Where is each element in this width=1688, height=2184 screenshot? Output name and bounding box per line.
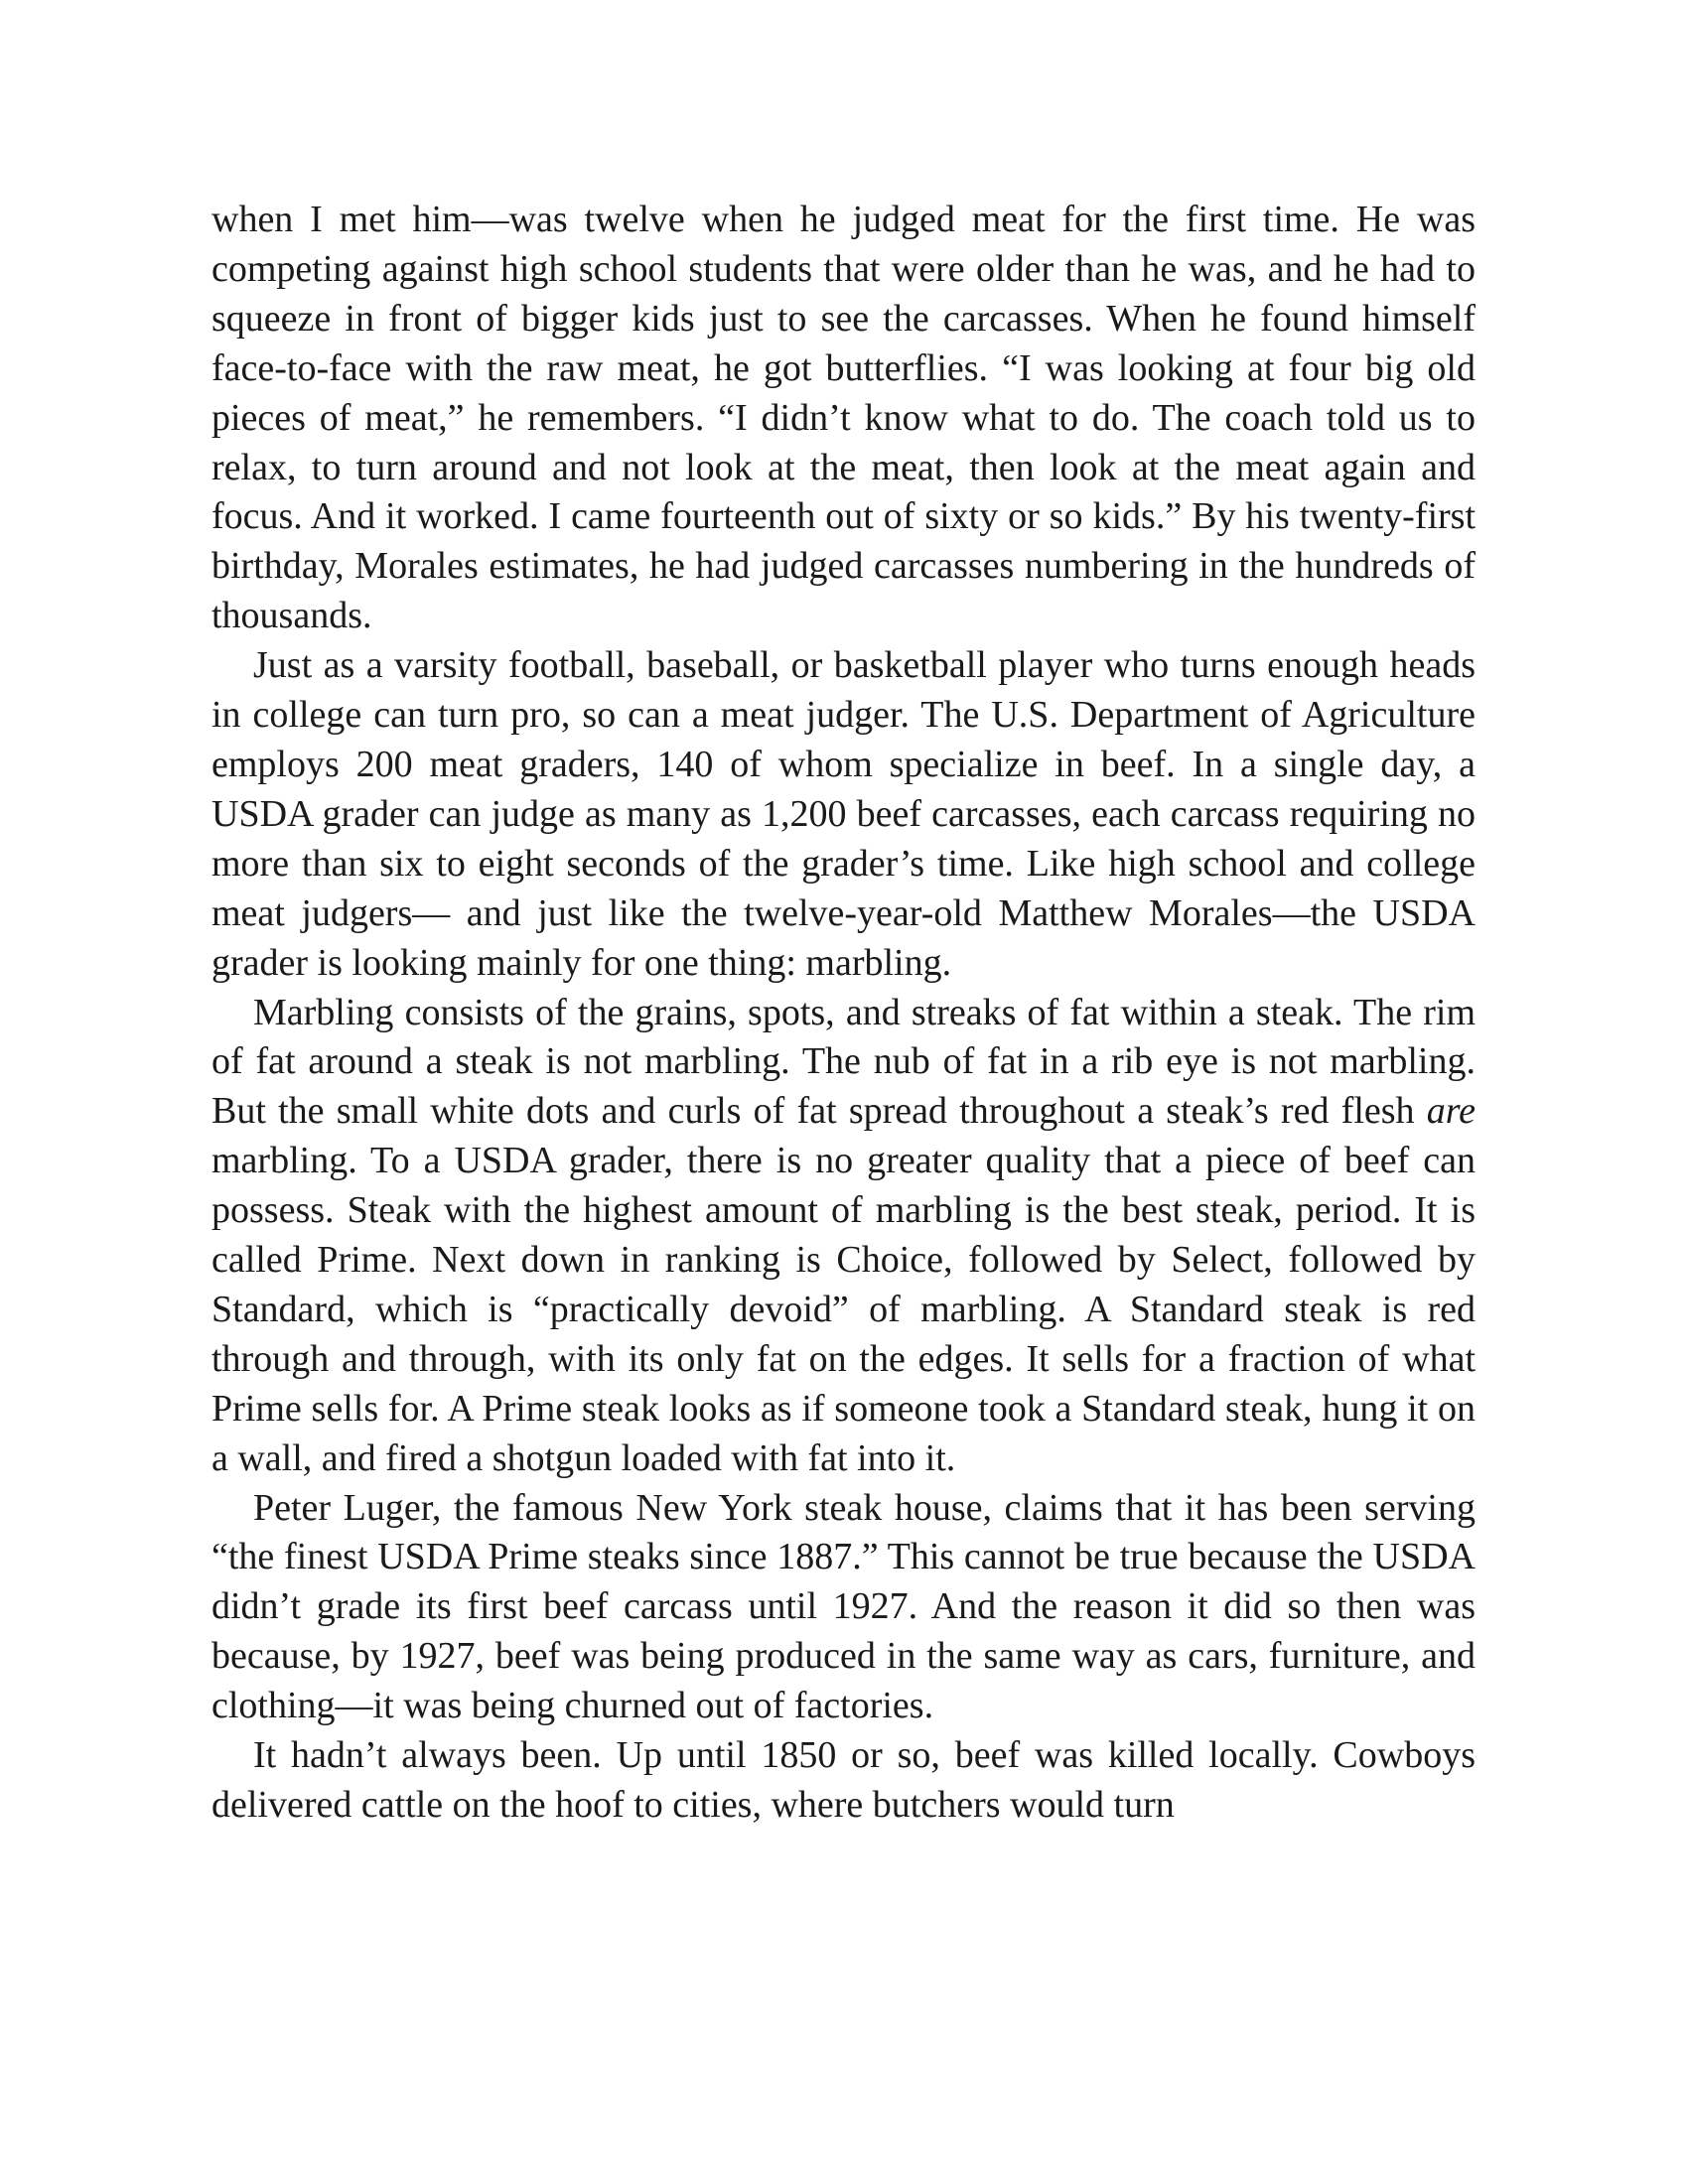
book-page-text xyxy=(211,196,1476,1831)
paragraph-2 xyxy=(211,641,1476,988)
paragraph-3-text-part-2: marbling. To a USDA grader, there is no greater quality that a piece of beef can possess. Steak with the highest amount of marbling is the best steak, period. It is called Prime. Next down in ranking is Choice, followed by Select, followed by Standard, which is “practically devoid” of marbling. A Standard steak is red through and through, with its only fat on the edges. It sells for a fraction of what Prime sells for. A Prime steak looks as if someone took a Standard steak, hung it on a wall, and fired a shotgun loaded with fat into it. xyxy=(211,1140,1476,1479)
paragraph-1-text: when I met him—was twelve when he judged meat for the first time. He was competing against high school students that were older than he was, and he had to squeeze in front of bigger kids just to see the carcasses. When he found himself face-to-face with the raw meat, he got butterflies. “I was looking at four big old pieces of meat,” he remembers. “I didn’t know what to do. The coach told us to relax, to turn around and not look at the meat, then look at the meat again and focus. And it worked. I came fourteenth out of sixty or so kids.” By his twenty-first birthday, Morales estimates, he had judged carcasses numbering in the hundreds of thousands. xyxy=(211,199,1476,637)
paragraph-3-emphasis: are xyxy=(1426,1090,1476,1133)
paragraph-2-text: Just as a varsity football, baseball, or basketball player who turns enough heads in college can turn pro, so can a meat judger. The U.S. Department of Agriculture employs 200 meat graders, 140 of whom specialize in beef. In a single day, a USDA grader can judge as many as 1,200 beef carcasses, each carcass requiring no more than six to eight seconds of the grader’s time. Like high school and college meat judgers— and just like the twelve-year-old Matthew Morales—the USDA grader is looking mainly for one thing: marbling. xyxy=(211,644,1476,984)
paragraph-3-text-part-1: Marbling consists of the grains, spots, and streaks of fat within a steak. The rim of fat around a steak is not marbling. The nub of fat in a rib eye is not marbling. But the small white dots and curls of fat spread throughout a steak’s red flesh xyxy=(211,991,1476,1133)
paragraph-1 xyxy=(211,196,1476,641)
paragraph-4 xyxy=(211,1484,1476,1732)
paragraph-3 xyxy=(211,989,1476,1484)
paragraph-4-text: Peter Luger, the famous New York steak house, claims that it has been serving “the finest USDA Prime steaks since 1887.” This cannot be true because the USDA didn’t grade its first beef carcass until 1927. And the reason it did so then was because, by 1927, beef was being produced in the same way as cars, furniture, and clothing—it was being churned out of factories. xyxy=(211,1486,1476,1727)
paragraph-5-text: It hadn’t always been. Up until 1850 or so, beef was killed locally. Cowboys delivered cattle on the hoof to cities, where butchers would turn xyxy=(211,1734,1476,1826)
paragraph-5 xyxy=(211,1731,1476,1831)
